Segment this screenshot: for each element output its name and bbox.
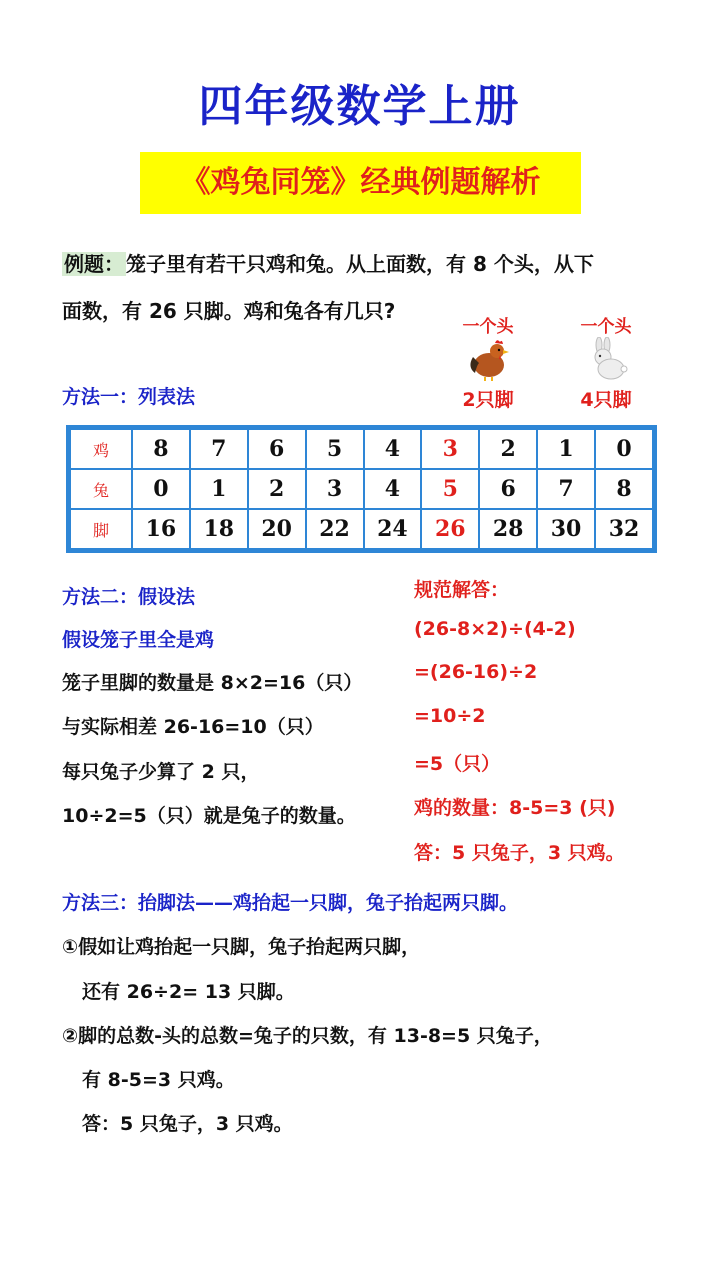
method3-line-2: 还有 26÷2= 13 只脚。 [82, 981, 295, 1003]
table-cell: 8 [132, 429, 190, 469]
problem-line-2: 面数，有 26 只脚。鸡和兔各有几只? [62, 299, 396, 323]
standard-answer-final: 答：5 只兔子，3 只鸡。 [414, 842, 625, 864]
table-cell: 2 [479, 429, 537, 469]
method2-title: 方法二：假设法 [62, 586, 196, 608]
problem-text-1: 笼子里有若干只鸡和兔。从上面数，有 8 个头，从下 [126, 252, 594, 276]
table-cell: 3 [306, 469, 364, 509]
rabbit-legs-label: 4只脚 [580, 389, 632, 411]
page-subtitle: 《鸡兔同笼》经典例题解析 [140, 152, 581, 214]
rabbit-figure [566, 312, 646, 412]
rabbit-head-label: 一个头 [580, 317, 632, 337]
rabbit-icon [583, 337, 629, 381]
standard-answer-title: 规范解答： [414, 579, 510, 601]
enumeration-table [66, 425, 657, 553]
method2-step-4: 10÷2=5（只）就是兔子的数量。 [62, 805, 356, 827]
table-cell: 5 [306, 429, 364, 469]
method3-title: 方法三：抬脚法——鸡抬起一只脚，兔子抬起两只脚。 [62, 892, 519, 914]
method2-step-1: 笼子里脚的数量是 8×2=16（只） [62, 672, 363, 694]
table-cell: 16 [132, 509, 190, 549]
table-cell: 0 [132, 469, 190, 509]
table-cell: 18 [190, 509, 248, 549]
table-row-header: 兔 [70, 469, 132, 509]
table-cell: 4 [364, 429, 422, 469]
table-row-header: 脚 [70, 509, 132, 549]
table-cell: 22 [306, 509, 364, 549]
method2-assumption: 假设笼子里全是鸡 [62, 629, 215, 651]
table-row [70, 429, 653, 469]
chicken-figure [448, 312, 528, 412]
table-cell: 20 [248, 509, 306, 549]
table-cell: 2 [248, 469, 306, 509]
table-cell: 32 [595, 509, 653, 549]
table-cell: 7 [190, 429, 248, 469]
chicken-head-label: 一个头 [462, 317, 514, 337]
table-cell: 0 [595, 429, 653, 469]
table-cell: 8 [595, 469, 653, 509]
table-cell: 30 [537, 509, 595, 549]
method3-line-3: ②脚的总数-头的总数=兔子的只数，有 13-8=5 只兔子， [62, 1025, 553, 1047]
method3-line-1: ①假如让鸡抬起一只脚，兔子抬起两只脚， [62, 936, 421, 958]
chicken-legs-label: 2只脚 [462, 389, 514, 411]
standard-answer-line-5: 鸡的数量：8-5=3 (只) [414, 797, 616, 819]
method1-title: 方法一：列表法 [62, 386, 196, 408]
table-cell: 1 [537, 429, 595, 469]
standard-answer-line-2: =(26-16)÷2 [414, 661, 538, 683]
table-cell: 5 [421, 469, 479, 509]
page-title: 四年级数学上册 [198, 81, 521, 132]
problem-line-1 [62, 248, 594, 277]
table-cell: 3 [421, 429, 479, 469]
method2-step-3: 每只兔子少算了 2 只， [62, 761, 260, 783]
table-cell: 6 [248, 429, 306, 469]
standard-answer-line-3: =10÷2 [414, 705, 486, 727]
standard-answer-line-4: =5（只） [414, 753, 501, 775]
method3-line-4: 有 8-5=3 只鸡。 [82, 1069, 235, 1091]
table-cell: 1 [190, 469, 248, 509]
chicken-icon [465, 337, 511, 381]
table-cell: 28 [479, 509, 537, 549]
method3-answer: 答：5 只兔子，3 只鸡。 [82, 1113, 293, 1135]
table-row [70, 509, 653, 549]
method2-step-2: 与实际相差 26-16=10（只） [62, 716, 324, 738]
table-cell: 7 [537, 469, 595, 509]
table-row-header: 鸡 [70, 429, 132, 469]
table-cell: 24 [364, 509, 422, 549]
example-label: 例题： [64, 252, 124, 276]
table-cell: 6 [479, 469, 537, 509]
table-row [70, 469, 653, 509]
standard-answer-line-1: (26-8×2)÷(4-2) [414, 618, 576, 640]
table-cell: 26 [421, 509, 479, 549]
table-cell: 4 [364, 469, 422, 509]
